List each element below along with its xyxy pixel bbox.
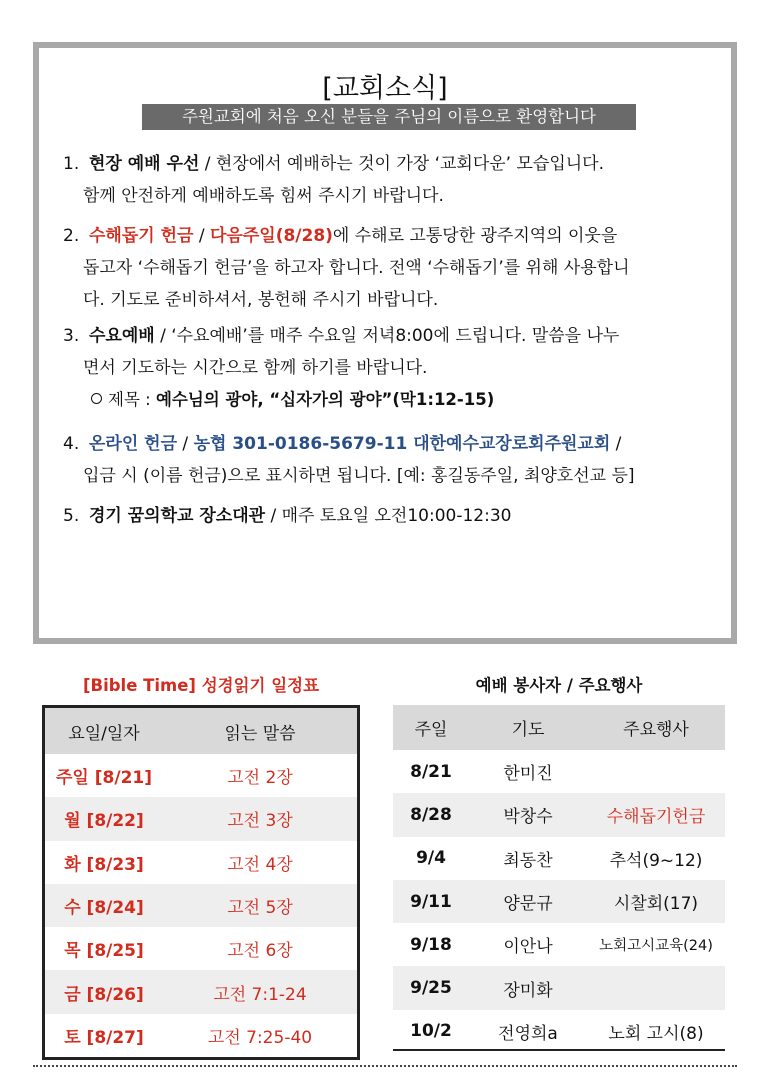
- event-cell: 노회고시교육(24): [587, 923, 725, 966]
- prayer-cell: 박창수: [469, 793, 587, 836]
- reading-cell: 고전 7:1-24: [163, 970, 359, 1013]
- event-cell: 수해돕기헌금: [587, 793, 725, 836]
- reading-cell: 고전 4장: [163, 841, 359, 884]
- news-item-5: [63, 500, 703, 532]
- table-row: [393, 966, 725, 1009]
- table-row: [393, 837, 725, 880]
- news-item-1: [63, 148, 703, 212]
- news-subtitle: 주원교회에 처음 오신 분들을 주님의 이름으로 환영합니다: [142, 104, 636, 130]
- prayer-cell: 한미진: [469, 750, 587, 793]
- prayer-cell: 전영희a: [469, 1010, 587, 1053]
- day-cell: 수 [8/24]: [44, 884, 164, 927]
- table-row: [44, 754, 359, 797]
- reading-cell: 고전 5장: [163, 884, 359, 927]
- day-cell: 목 [8/25]: [44, 927, 164, 970]
- item-text-line2: 면서 기도하는 시간으로 함께 하기를 바랍니다.: [83, 358, 428, 378]
- item-text-line2: 함께 안전하게 예배하도록 힘써 주시기 바랍니다.: [83, 186, 444, 206]
- column-header: 읽는 말씀: [163, 707, 359, 755]
- event-cell: [587, 750, 725, 793]
- item-heading: 수해돕기 헌금: [89, 226, 194, 246]
- item-text: / 현장에서 예배하는 것이 가장 ‘교회다운’ 모습입니다.: [199, 154, 605, 174]
- table-row: [44, 841, 359, 884]
- item-tail: /: [610, 434, 622, 454]
- table-header-row: [44, 707, 359, 755]
- table-row: [44, 884, 359, 927]
- sermon-label: 제목 :: [108, 390, 156, 409]
- day-cell: 금 [8/26]: [44, 970, 164, 1013]
- column-header: 기도: [469, 705, 587, 750]
- item-text-line2: 입금 시 (이름 헌금)으로 표시하면 됩니다. [예: 홍길동주일, 최양호선교 등]: [83, 466, 635, 486]
- item-sep: /: [177, 434, 194, 454]
- reading-cell: 고전 2장: [163, 754, 359, 797]
- news-title: [교회소식]: [322, 73, 448, 104]
- item-number: 2.: [63, 226, 80, 246]
- bank-account: 농협 301-0186-5679-11 대한예수교장로회주원교회: [193, 434, 611, 454]
- event-cell: 노회 고시(8): [587, 1010, 725, 1053]
- prayer-cell: 장미화: [469, 966, 587, 1009]
- date-cell: 9/11: [393, 880, 469, 923]
- column-header: 주일: [393, 705, 469, 750]
- item-text-line3: 다. 기도로 준비하셔서, 봉헌해 주시기 바랍니다.: [83, 290, 439, 310]
- column-header: 요일/일자: [44, 707, 164, 755]
- table-header-row: [393, 705, 725, 750]
- date-cell: 8/28: [393, 793, 469, 836]
- table-row: [44, 927, 359, 970]
- item-text: / ‘수요예배’를 매주 수요일 저녁8:00에 드립니다. 말씀을 나누: [154, 326, 620, 346]
- item-heading: 현장 예배 우선: [89, 154, 200, 174]
- sermon-title-line: [91, 385, 494, 415]
- reading-cell: 고전 3장: [163, 797, 359, 840]
- table-row: [44, 797, 359, 840]
- bible-time-title: [Bible Time] 성경읽기 일정표: [82, 676, 320, 695]
- day-cell: 화 [8/23]: [44, 841, 164, 884]
- news-item-4: [63, 428, 703, 492]
- service-volunteers-title: 예배 봉사자 / 주요행사: [475, 676, 643, 695]
- item-sep: /: [193, 226, 210, 246]
- item-date: 다음주일(8/28): [210, 226, 333, 246]
- column-header: 주요행사: [587, 705, 725, 750]
- table-row: [393, 793, 725, 836]
- table-row: [44, 1014, 359, 1059]
- table-bottom-rule: [393, 1049, 725, 1051]
- item-number: 1.: [63, 154, 80, 174]
- reading-cell: 고전 7:25-40: [163, 1014, 359, 1059]
- date-cell: 9/4: [393, 837, 469, 880]
- news-item-3: [63, 320, 703, 384]
- item-text: 에 수해로 고통당한 광주지역의 이웃을: [332, 226, 618, 246]
- prayer-cell: 최동찬: [469, 837, 587, 880]
- item-number: 4.: [63, 434, 80, 454]
- bible-reading-table: [42, 705, 360, 1060]
- date-cell: 9/25: [393, 966, 469, 1009]
- date-cell: 9/18: [393, 923, 469, 966]
- event-cell: 추석(9~12): [587, 837, 725, 880]
- page-divider: [33, 1065, 737, 1067]
- day-cell: 월 [8/22]: [44, 797, 164, 840]
- table-row: [393, 880, 725, 923]
- sermon-title: 예수님의 광야, “십자가의 광야”(막1:12-15): [155, 390, 495, 409]
- table-row: [393, 750, 725, 793]
- item-heading: 온라인 헌금: [89, 434, 178, 454]
- reading-cell: 고전 6장: [163, 927, 359, 970]
- news-item-2: [63, 220, 703, 316]
- item-heading: 수요예배: [89, 326, 155, 346]
- church-news-box: [33, 42, 737, 644]
- service-schedule-table: [393, 705, 725, 1053]
- event-cell: 시찰회(17): [587, 880, 725, 923]
- prayer-cell: 양문규: [469, 880, 587, 923]
- prayer-cell: 이안나: [469, 923, 587, 966]
- item-text-line2: 돕고자 ‘수해돕기 헌금’을 하고자 합니다. 전액 ‘수해돕기’를 위해 사용합니: [83, 258, 630, 278]
- day-cell: 토 [8/27]: [44, 1014, 164, 1059]
- table-row: [44, 970, 359, 1013]
- table-row: [393, 1010, 725, 1053]
- date-cell: 8/21: [393, 750, 469, 793]
- circle-bullet-icon: [91, 393, 102, 404]
- table-row: [393, 923, 725, 966]
- event-cell: [587, 966, 725, 1009]
- item-number: 3.: [63, 326, 80, 346]
- item-number: 5.: [63, 506, 80, 526]
- item-text: / 매주 토요일 오전10:00-12:30: [265, 506, 512, 526]
- item-heading: 경기 꿈의학교 장소대관: [89, 506, 266, 526]
- date-cell: 10/2: [393, 1010, 469, 1053]
- day-cell: 주일 [8/21]: [44, 754, 164, 797]
